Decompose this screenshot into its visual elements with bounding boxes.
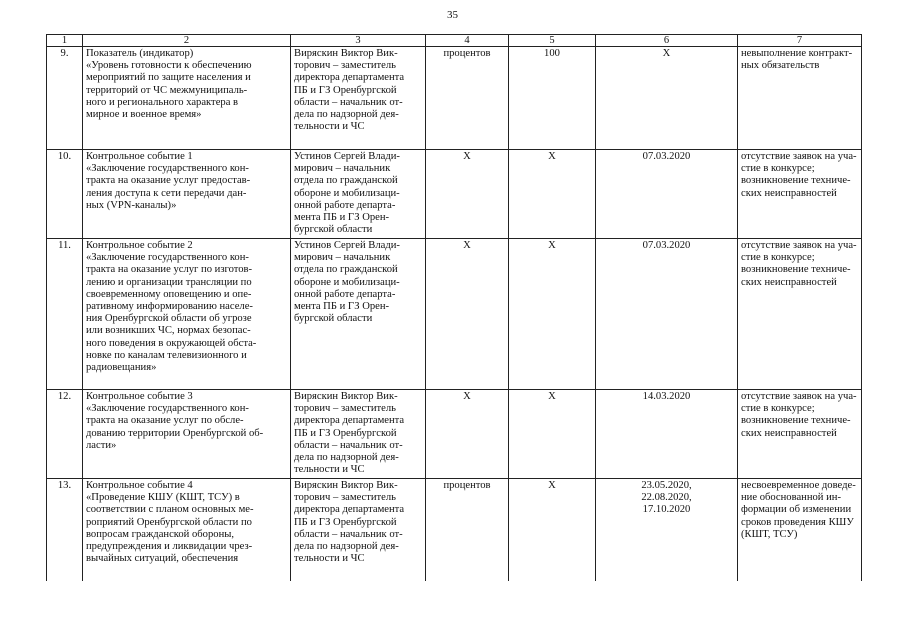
- row-number: 12.: [47, 390, 83, 479]
- unit-cell: процентов: [426, 479, 509, 582]
- date-cell: X: [596, 47, 738, 150]
- unit-cell: процентов: [426, 47, 509, 150]
- date-cell: 14.03.2020: [596, 390, 738, 479]
- value-cell: X: [509, 479, 596, 582]
- table-row: [47, 150, 862, 239]
- date-cell: 07.03.2020: [596, 150, 738, 239]
- event-cell: Контрольное событие 3 «Заключение государственного кон- тракта на оказание услуг по обсле- дованию территории Оренбургской об- ласти»: [83, 390, 291, 479]
- row-number: 11.: [47, 239, 83, 390]
- unit-cell: X: [426, 239, 509, 390]
- row-number: 13.: [47, 479, 83, 582]
- responsible-cell: Виряскин Виктор Вик- торович – заместитель директора департамента ПБ и ГЗ Оренбургской области – начальник от- дела по надзорной дея- тельности и ЧС: [291, 390, 426, 479]
- plan-table: [46, 34, 862, 581]
- column-number: 7: [738, 35, 862, 47]
- row-number: 9.: [47, 47, 83, 150]
- column-number-row: [47, 35, 862, 47]
- event-cell: Контрольное событие 1 «Заключение государственного кон- тракта на оказание услуг предостав- ления доступа к сети передачи дан- ных (VPN-каналы)»: [83, 150, 291, 239]
- value-cell: X: [509, 150, 596, 239]
- column-number: 6: [596, 35, 738, 47]
- risk-cell: отсутствие заявок на уча- стие в конкурсе; возникновение техниче- ских неисправностей: [738, 150, 862, 239]
- event-cell: Контрольное событие 2 «Заключение государственного кон- тракта на оказание услуг по изготов- лению и организации трансляции по своевременному оповещению и опе- ративному информированию населе- ния Оренбургской области об угрозе или возникших ЧС, нормах безопас- ного поведения в окружающей обста- новке по каналам телевизионного и радиовещания»: [83, 239, 291, 390]
- value-cell: 100: [509, 47, 596, 150]
- row-number: 10.: [47, 150, 83, 239]
- column-number: 3: [291, 35, 426, 47]
- date-cell: 23.05.2020, 22.08.2020, 17.10.2020: [596, 479, 738, 582]
- responsible-cell: Устинов Сергей Влади- мирович – начальник отдела по гражданской обороне и мобилизаци- онной работе департа- мента ПБ и ГЗ Орен- бургской области: [291, 150, 426, 239]
- date-cell: 07.03.2020: [596, 239, 738, 390]
- value-cell: X: [509, 239, 596, 390]
- column-number: 5: [509, 35, 596, 47]
- unit-cell: X: [426, 150, 509, 239]
- event-cell: Показатель (индикатор) «Уровень готовности к обеспечению мероприятий по защите населения и территорий от ЧС межмуниципаль- ного и регионального характера в мирное и военное время»: [83, 47, 291, 150]
- risk-cell: несвоевременное доведе- ние обоснованной ин- формации об изменении сроков проведения КШУ (КШТ, ТСУ): [738, 479, 862, 582]
- table-row: [47, 47, 862, 150]
- page-number: 35: [447, 9, 458, 21]
- event-cell: Контрольное событие 4 «Проведение КШУ (КШТ, ТСУ) в соответствии с планом основных ме- роприятий Оренбургской области по вопросам гражданской обороны, предупреждения и ликвидации чрез- вычайных ситуаций, обеспечения: [83, 479, 291, 582]
- risk-cell: отсутствие заявок на уча- стие в конкурсе; возникновение техниче- ских неисправностей: [738, 390, 862, 479]
- responsible-cell: Устинов Сергей Влади- мирович – начальник отдела по гражданской обороне и мобилизаци- онной работе департа- мента ПБ и ГЗ Орен- бургской области: [291, 239, 426, 390]
- value-cell: X: [509, 390, 596, 479]
- column-number: 4: [426, 35, 509, 47]
- column-number: 2: [83, 35, 291, 47]
- table-row: [47, 479, 862, 582]
- risk-cell: невыполнение контракт- ных обязательств: [738, 47, 862, 150]
- table-row: [47, 239, 862, 390]
- responsible-cell: Виряскин Виктор Вик- торович – заместитель директора департамента ПБ и ГЗ Оренбургской области – начальник от- дела по надзорной дея- тельности и ЧС: [291, 479, 426, 582]
- responsible-cell: Виряскин Виктор Вик- торович – заместитель директора департамента ПБ и ГЗ Оренбургской области – начальник от- дела по надзорной дея- тельности и ЧС: [291, 47, 426, 150]
- risk-cell: отсутствие заявок на уча- стие в конкурсе; возникновение техниче- ских неисправностей: [738, 239, 862, 390]
- unit-cell: X: [426, 390, 509, 479]
- table-row: [47, 390, 862, 479]
- column-number: 1: [47, 35, 83, 47]
